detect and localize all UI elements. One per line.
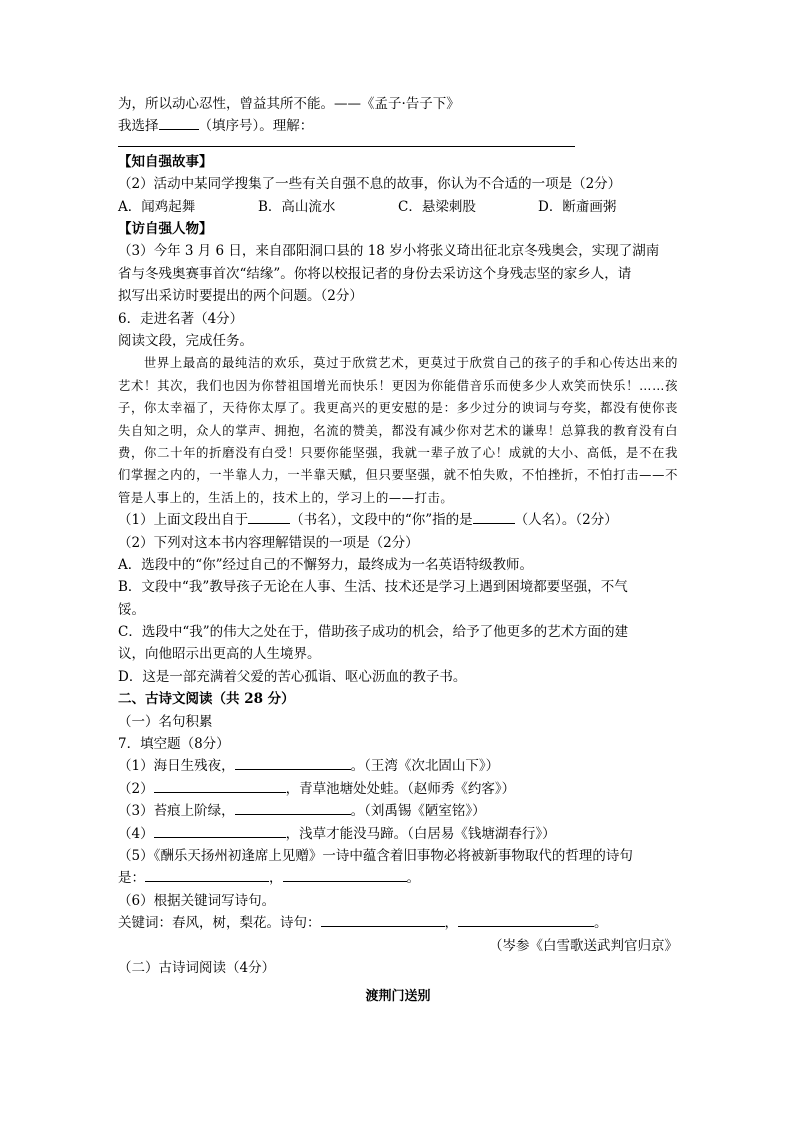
blank-1[interactable] — [235, 755, 351, 770]
option-c: C．悬梁刺股 — [398, 198, 476, 215]
blank-5b[interactable] — [283, 867, 407, 882]
choose-line: 我选择 （填序号）。理解： — [118, 115, 678, 137]
answer-rule[interactable] — [118, 144, 575, 147]
story-options — [118, 196, 678, 218]
blank-2[interactable] — [154, 778, 286, 793]
subsection-1-title: （一）名句积累 — [118, 713, 213, 730]
person-line-1: （3）今年 3 月 6 日，来自邵阳洞口县的 18 岁小将张义琦出征北京冬残奥会，实现了湖南 — [118, 243, 660, 260]
person-line-2: 省与冬残奥赛事首次“结缘”。你将以校报记者的身份去采访这个身残志坚的家乡人，请 — [118, 265, 632, 282]
blank-6a[interactable] — [321, 912, 445, 927]
choice-blank[interactable] — [159, 115, 199, 130]
q6-option-c-2: 议，向他昭示出更高的人生境界。 — [118, 646, 321, 663]
fill-line-2: （2） ，青草池塘处处蛙。（赵师秀《约客》） — [118, 778, 678, 800]
person-line-3: 拟写出采访时要提出的两个问题。（2分） — [118, 288, 363, 305]
book-name-blank[interactable] — [248, 509, 290, 524]
exam-page — [118, 93, 678, 1004]
q6-question-2: （2）下列对这本书内容理解错误的一项是（2分） — [118, 534, 419, 551]
q6-intro: 阅读文段，完成任务。 — [118, 332, 253, 349]
reading-passage: 世界上最高的最纯洁的欢乐，莫过于欣赏艺术，更莫过于欣赏自己的孩子的手和心传达出来的艺术！其次，我们也因为你替祖国增光而快乐！更因为你能借音乐而使多少人欢笑而快乐！……孩子，你太幸福了，天待你太厚了。我更高兴的更安慰的是：多少过分的谀词与夸奖，都没有使你丧失自知之明，众人的掌声、拥抱，名流的赞美，都没有减少你对艺术的谦卑！总算我的教育没有白费，你二十年的折磨没有白受！只要你能坚强，我就一辈子放了心！成就的大小、高低，是不在我们掌握之内的，一半靠人力，一半靠天赋，但只要坚强，就不怕失败，不怕挫折，不怕打击——不管是人事上的，生活上的，技术上的，学习上的——打击。 — [118, 356, 678, 505]
subsection-2-title: （二）古诗词阅读（4分） — [118, 959, 276, 976]
q6-option-b-1: B．文段中“我”教导孩子无论在人事、生活、技术还是学习上遇到困境都要坚强，不气 — [118, 579, 628, 596]
person-header: 【访自强人物】 — [118, 220, 213, 237]
q6-option-b-2: 馁。 — [118, 601, 145, 618]
fill-line-5b: 是： ， 。 — [118, 867, 678, 889]
option-d: D．断齑画粥 — [538, 198, 617, 215]
q6-option-c-1: C．选段中“我”的伟大之处在于，借助孩子成功的机会，给予了他更多的艺术方面的建 — [118, 624, 629, 641]
blank-3[interactable] — [235, 800, 351, 815]
fill-line-3: （3）苔痕上阶绿， 。（刘禹锡《陋室铭》） — [118, 800, 678, 822]
story-header: 【知自强故事】 — [118, 153, 213, 170]
blank-6b[interactable] — [458, 912, 594, 927]
fill-line-4: （4） ，浅草才能没马蹄。（白居易《钱塘湖春行》） — [118, 823, 678, 845]
option-b: B．高山流水 — [258, 198, 336, 215]
blank-4[interactable] — [154, 823, 286, 838]
poem-title: 渡荆门送别 — [365, 989, 431, 1005]
q7-title: 7．填空题（8分） — [118, 736, 230, 753]
fill-line-1: （1）海日生残夜， 。（王湾《次北固山下》） — [118, 755, 678, 777]
q6-option-d: D．这是一部充满着父爱的苦心孤诣、呕心沥血的教子书。 — [118, 668, 467, 685]
fill-line-6b: 关键词：春风，树，梨花。诗句： ， 。 — [118, 912, 678, 934]
section-2-title: 二、古诗文阅读（共 28 分） — [118, 691, 295, 708]
fill-line-6: （6）根据关键词写诗句。 — [118, 892, 276, 909]
option-a: A．闻鸡起舞 — [118, 198, 196, 215]
fill-line-5: （5）《酬乐天扬州初逢席上见赠》一诗中蕴含着旧事物必将被新事物取代的哲理的诗句 — [118, 848, 633, 864]
story-question: （2）活动中某同学搜集了一些有关自强不息的故事，你认为不合适的一项是（2分） — [118, 176, 622, 193]
blank-5a[interactable] — [145, 867, 269, 882]
poem-source: （岑参《白雪歌送武判官归京》 — [489, 937, 678, 954]
q6-question-1: （1）上面文段出自于 （书名），文段中的“你”指的是 （人名）。（2分） — [118, 509, 678, 531]
q6-title: 6．走进名著（4分） — [118, 310, 244, 327]
person-name-blank[interactable] — [473, 509, 515, 524]
mencius-quote: 为，所以动心忍性，曾益其所不能。——《孟子·告子下》 — [118, 96, 460, 112]
q6-option-a: A．选段中的“你”经过自己的不懈努力，最终成为一名英语特级教师。 — [118, 556, 534, 573]
